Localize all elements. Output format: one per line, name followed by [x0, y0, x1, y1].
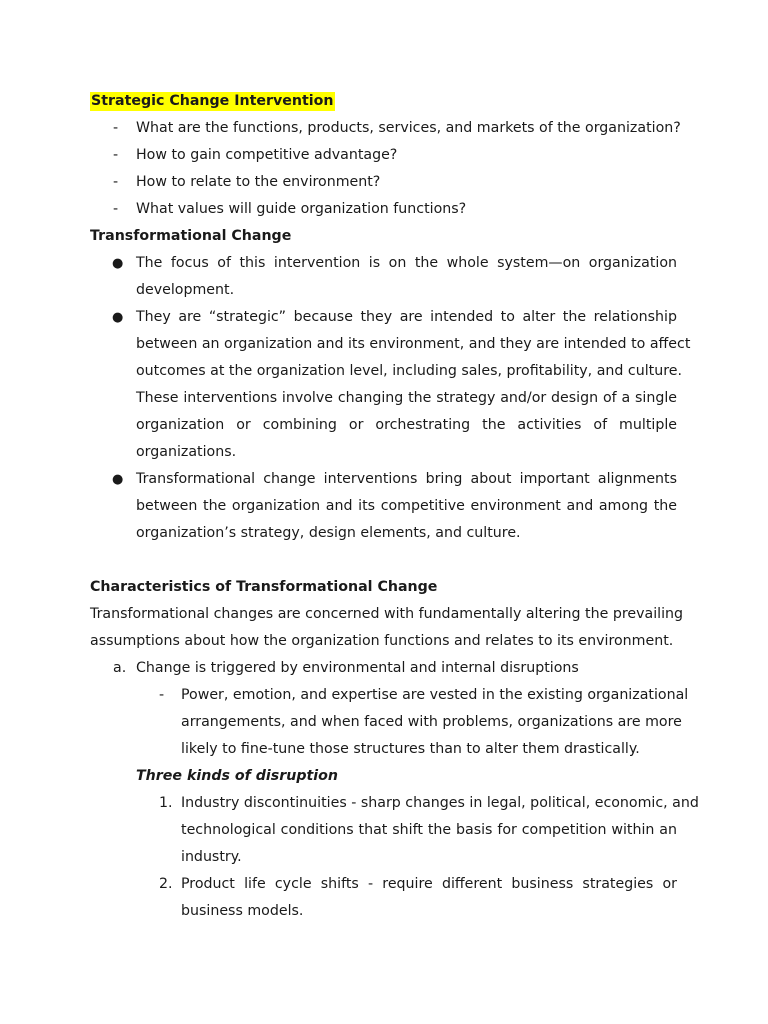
dash-marker: - [113, 120, 119, 136]
numbered-marker: 1. [159, 795, 173, 811]
bullet-line: organization or combining or orchestrating the activities of multiple [136, 417, 677, 433]
bullet-line: between the organization and its competitive environment and among the [136, 498, 677, 514]
bullet-line: Transformational change interventions bring about important alignments [136, 471, 677, 487]
highlighted-heading-text: Strategic Change Intervention [91, 93, 334, 109]
bullet-marker: ● [112, 310, 124, 325]
numbered-line: Product life cycle shifts - require different business strategies or [181, 876, 677, 892]
bullet-line: The focus of this intervention is on the whole system—on organization [136, 255, 677, 271]
list-item: How to gain competitive advantage? [136, 147, 398, 163]
numbered-line: industry. [181, 849, 242, 865]
paragraph-line: assumptions about how the organization functions and relates to its environment. [90, 633, 674, 649]
list-item: What are the functions, products, services, and markets of the organization? [136, 120, 681, 136]
paragraph-line: Transformational changes are concerned with fundamentally altering the prevailing [90, 606, 684, 622]
dash-marker: - [113, 201, 119, 217]
dash-marker: - [159, 687, 165, 703]
numbered-line: technological conditions that shift the basis for competition within an [181, 822, 677, 838]
section-heading-characteristics: Characteristics of Transformational Change [90, 579, 438, 595]
sub-item-line: likely to fine-tune those structures than to alter them drastically. [181, 741, 640, 757]
sub-item-line: arrangements, and when faced with problems, organizations are more [181, 714, 682, 730]
bullet-line: development. [136, 282, 235, 298]
bullet-line: organizations. [136, 444, 237, 460]
section-heading-strategic-change [90, 93, 335, 109]
bullet-line: They are “strategic” because they are intended to alter the relationship [136, 309, 677, 325]
list-item: How to relate to the environment? [136, 174, 381, 190]
sub-item-line: Power, emotion, and expertise are vested in the existing organizational [181, 687, 689, 703]
bullet-line: between an organization and its environment, and they are intended to affect [136, 336, 691, 352]
list-item: What values will guide organization functions? [136, 201, 467, 217]
list-marker-a: a. [113, 660, 127, 676]
list-item-a: Change is triggered by environmental and internal disruptions [136, 660, 579, 676]
numbered-line: business models. [181, 903, 304, 919]
bullet-line: These interventions involve changing the strategy and/or design of a single [136, 390, 677, 406]
section-heading-transformational-change: Transformational Change [90, 228, 292, 244]
bullet-line: organization’s strategy, design elements, and culture. [136, 525, 521, 541]
subheading-disruption: Three kinds of disruption [136, 768, 338, 784]
bullet-marker: ● [112, 472, 124, 487]
dash-marker: - [113, 147, 119, 163]
bullet-marker: ● [112, 256, 124, 271]
bullet-line: outcomes at the organization level, including sales, profitability, and culture. [136, 363, 682, 379]
dash-marker: - [113, 174, 119, 190]
numbered-line: Industry discontinuities - sharp changes in legal, political, economic, and [181, 795, 699, 811]
numbered-marker: 2. [159, 876, 173, 892]
